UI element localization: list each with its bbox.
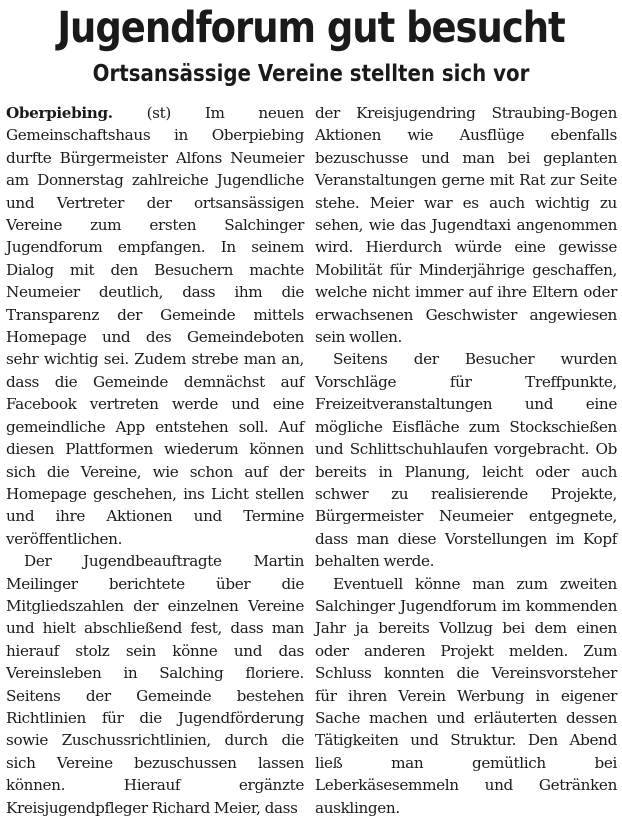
paragraph [6,102,304,550]
paragraph: Seitens der Besucher wurden Vorschläge für Treffpunkte, Freizeitveranstaltungen und eine mögliche Eisfläche zum Stockschießen und Schlittschuhlaufen vorgebracht. Ob bereits in Planung, leicht oder auch schwer zu realisierende Projekte, Bürgermeister Neumeier entgegnete, dass man diese Vorstellungen im Kopf behalten werde. [315,350,617,571]
paragraph: Der Jugendbeauftragte Martin Meilinger berichtete über die Mitgliedszahlen der einzelnen Vereine und hielt abschließend fest, dass man hierauf stolz sein könne und das Vereinsleben in Salching floriere. Seitens der Gemeinde bestehen Richtlinien für die Jugendförderung sowie Zuschussrichtlinien, durch die sich Vereine bezuschussen lassen können. Hierauf ergänzte Kreisjugendpfleger Richard Meier, dass [6,552,304,817]
subheadline: Ortsansässige Vereine stellten sich vor [92,61,530,87]
paragraph: Eventuell könne man zum zweiten Salchinger Jugendforum im kommenden Jahr ja bereits Vollzug bei dem einen oder anderen Projekt melden. Zum Schluss konnten die Vereinsvorsteher für ihren Verein Werbung in eigener Sache machen und erläuterten dessen Tätigkeiten und Struktur. Den Abend ließ man gemütlich bei Leberkäsesemmeln und Getränken ausklingen. [315,574,617,817]
paragraph-text: (st) Im neuen Gemeinschaftshaus in Oberpiebing durfte Bürgermeister Alfons Neumeier am Donnerstag zahlreiche Jugendliche und Vertreter der ortsansässigen Vereine zum ersten Salchinger Jugendforum empfangen. In seinem Dialog mit den Besuchern machte Neumeier deutlich, dass ihm die Transparenz der Gemeinde mittels Homepage und des Gemeindeboten sehr wichtig sei. Zudem strebe man an, dass die Gemeinde demnächst auf Facebook vertreten werde und eine gemeindliche App entstehen soll. Auf diesen Plattformen wiederum können sich die Vereine, wie schon auf der Homepage geschehen, ins Licht stellen und ihre Aktionen und Termine veröffentlichen. [6,104,304,548]
paragraph: der Kreisjugendring Straubing-Bogen Aktionen wie Ausflüge ebenfalls bezuschusse und man bei geplanten Veranstaltungen gerne mit Rat zur Seite stehe. Meier war es auch wichtig zu sehen, wie das Jugendtaxi angenommen wird. Hierdurch würde eine gewisse Mobilität für Minderjährige geschaffen, welche nicht immer auf ihre Eltern oder erwachsenen Geschwister angewiesen sein wollen. [315,104,617,347]
dateline: Oberpiebing. [6,104,113,122]
article-column-right [315,102,617,819]
article-column-left [6,102,304,819]
headline: Jugendforum gut besucht [57,3,565,53]
